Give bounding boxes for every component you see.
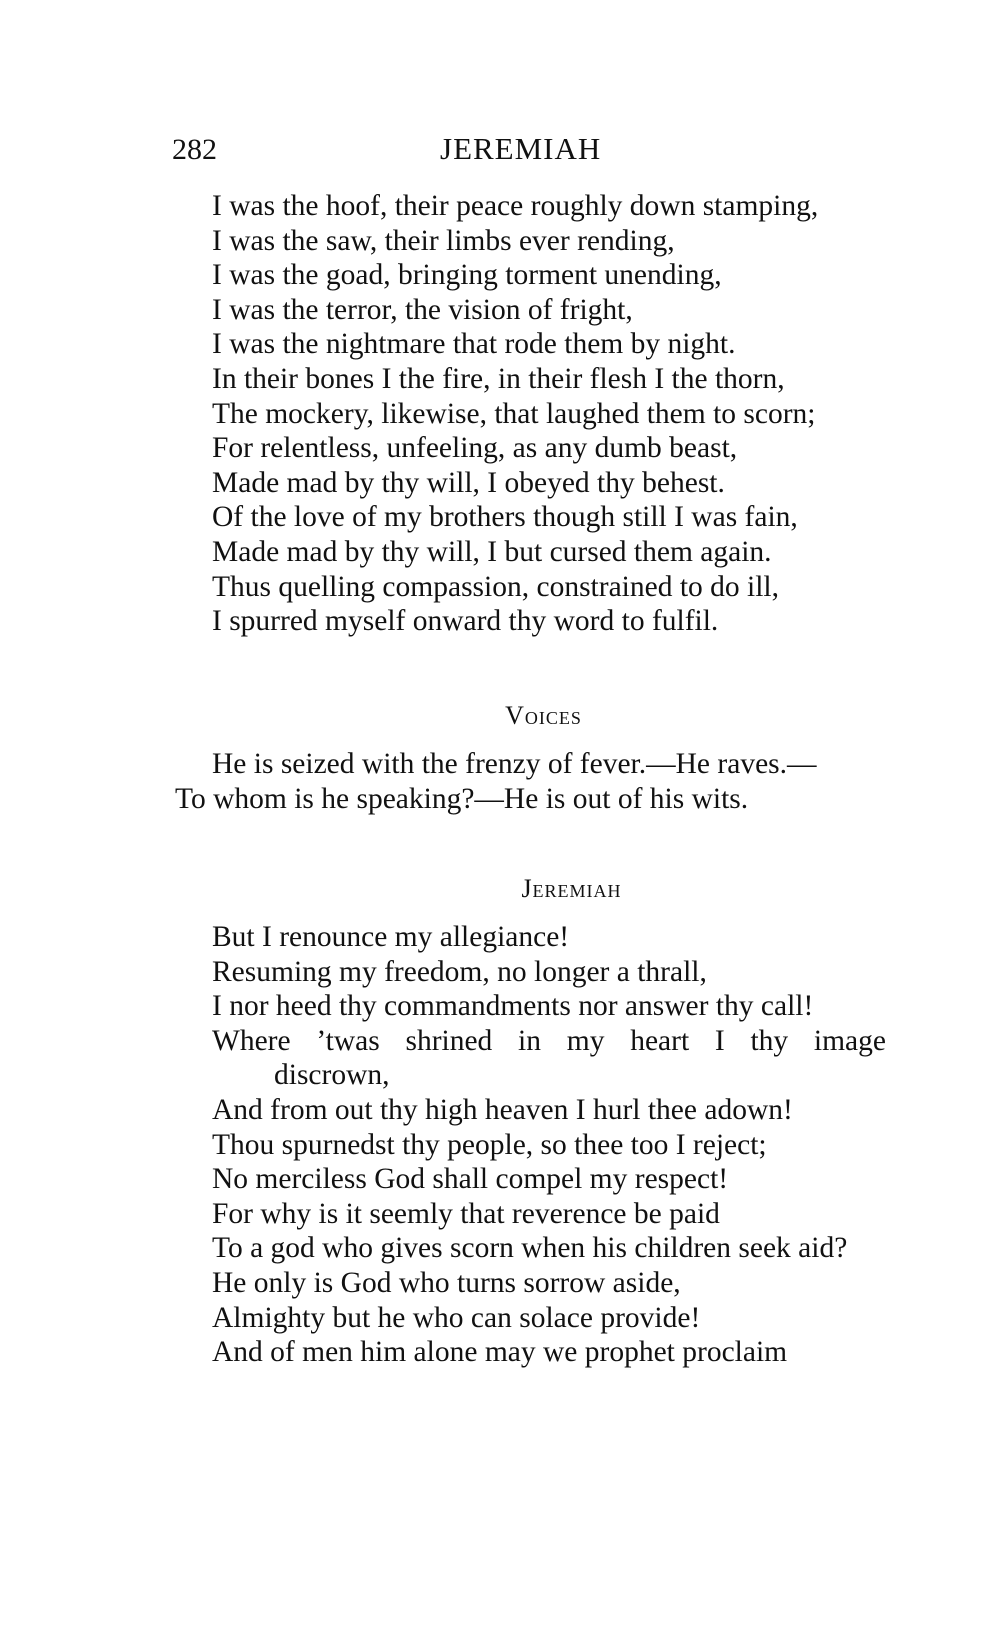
- verse-line: Resuming my freedom, no longer a thrall,: [212, 955, 707, 988]
- verse-line: I was the terror, the vision of fright,: [212, 293, 633, 326]
- verse-line: In their bones I the fire, in their flesh I the thorn,: [212, 362, 785, 395]
- verse-line: And from out thy high heaven I hurl thee adown!: [212, 1093, 793, 1126]
- speaker-heading-jeremiah: Jeremiah: [521, 874, 622, 903]
- stanza-jeremiah-1: [212, 189, 818, 639]
- verse-line: Made mad by thy will, I obeyed thy behest.: [212, 466, 725, 499]
- speaker-heading-voices: Voices: [505, 701, 582, 730]
- verse-line: I spurred myself onward thy word to fulfil.: [212, 605, 719, 638]
- verse-line: Made mad by thy will, I but cursed them again.: [212, 535, 772, 568]
- verse-line: The mockery, likewise, that laughed them to scorn;: [212, 397, 816, 430]
- stanza-jeremiah-2: [212, 920, 886, 1370]
- verse-line: He is seized with the frenzy of fever.—He raves.—: [212, 748, 817, 780]
- verse-line: Of the love of my brothers though still I was fain,: [212, 501, 798, 534]
- verse-line: To a god who gives scorn when his children seek aid?: [212, 1232, 848, 1265]
- verse-line: He only is God who turns sorrow aside,: [212, 1266, 681, 1299]
- verse-line-continuation: discrown,: [274, 1059, 390, 1092]
- voices-dialogue: [175, 747, 817, 816]
- verse-line: To whom is he speaking?—He is out of his wits.: [175, 782, 749, 815]
- verse-line: I was the goad, bringing torment unending,: [212, 259, 722, 292]
- verse-line: But I renounce my allegiance!: [212, 921, 570, 953]
- verse-line: Where ’twas shrined in my heart I thy image: [212, 1024, 886, 1057]
- verse-line: No merciless God shall compel my respect!: [212, 1163, 729, 1196]
- verse-line: I nor heed thy commandments nor answer thy call!: [212, 990, 814, 1023]
- verse-line: Thou spurnedst thy people, so thee too I reject;: [212, 1128, 767, 1161]
- page-number: 282: [172, 133, 217, 166]
- verse-line: And of men him alone may we prophet proclaim: [212, 1336, 788, 1369]
- verse-line: Almighty but he who can solace provide!: [212, 1301, 701, 1334]
- verse-line: For relentless, unfeeling, as any dumb beast,: [212, 432, 738, 465]
- verse-line: I was the hoof, their peace roughly down stamping,: [212, 190, 819, 222]
- verse-line: For why is it seemly that reverence be paid: [212, 1197, 720, 1230]
- verse-line: I was the saw, their limbs ever rending,: [212, 224, 675, 257]
- verse-line: Thus quelling compassion, constrained to do ill,: [212, 570, 779, 603]
- running-head: JEREMIAH: [440, 131, 602, 166]
- verse-line: I was the nightmare that rode them by night.: [212, 328, 736, 361]
